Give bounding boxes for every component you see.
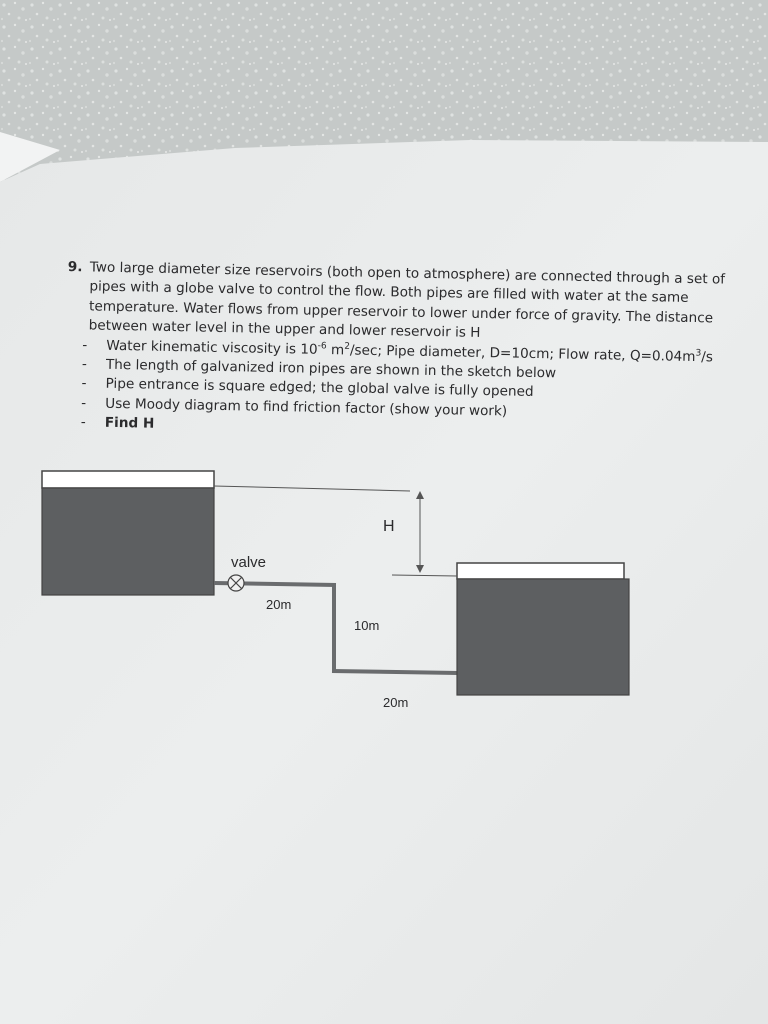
given-item-text: Use Moody diagram to find friction factor (show your work) bbox=[105, 395, 508, 420]
pipe1-length-label: 20m bbox=[266, 597, 292, 612]
viscosity-unit: m bbox=[326, 341, 345, 358]
bullet-dash: - bbox=[80, 414, 86, 431]
lower-reservoir bbox=[457, 563, 629, 695]
viscosity-exponent: -6 bbox=[317, 340, 327, 352]
pipe3-length-label: 20m bbox=[383, 695, 409, 710]
find-h-text: Find H bbox=[104, 414, 155, 432]
area-exponent: 2 bbox=[344, 341, 351, 352]
problem-number: 9. bbox=[67, 258, 83, 276]
pipe-text: /sec; Pipe diameter, D=10cm; Flow rate, Q=0.04m bbox=[349, 342, 696, 365]
flow-unit: /s bbox=[701, 348, 714, 366]
given-item-text: The length of galvanized iron pipes are shown in the sketch below bbox=[105, 356, 557, 382]
problem-statement: Two large diameter size reservoirs (both open to atmosphere) are connected through a set of pipes with a globe valve to control the flow. Both pipes are filled with water at the same temperature. Water flows from upper reservoir to lower under force of gravity. The distance between water level in the upper and lower reservoir is H bbox=[88, 259, 726, 342]
valve-label: valve bbox=[231, 554, 267, 571]
bullet-dash: - bbox=[81, 395, 87, 412]
h-label: H bbox=[383, 518, 395, 535]
viscosity-text: Water kinematic viscosity is 10 bbox=[106, 337, 318, 358]
pipe2-length-label: 10m bbox=[354, 618, 380, 633]
bullet-dash: - bbox=[81, 356, 88, 373]
bullet-dash: - bbox=[81, 375, 87, 392]
upper-reservoir bbox=[42, 471, 214, 595]
globe-valve-icon bbox=[228, 575, 244, 591]
bullet-dash: - bbox=[82, 336, 88, 354]
pipe-lower-horizontal bbox=[332, 671, 458, 673]
given-item-text: Pipe entrance is square edged; the global valve is fully opened bbox=[105, 376, 534, 401]
flow-exponent: 3 bbox=[695, 348, 702, 359]
